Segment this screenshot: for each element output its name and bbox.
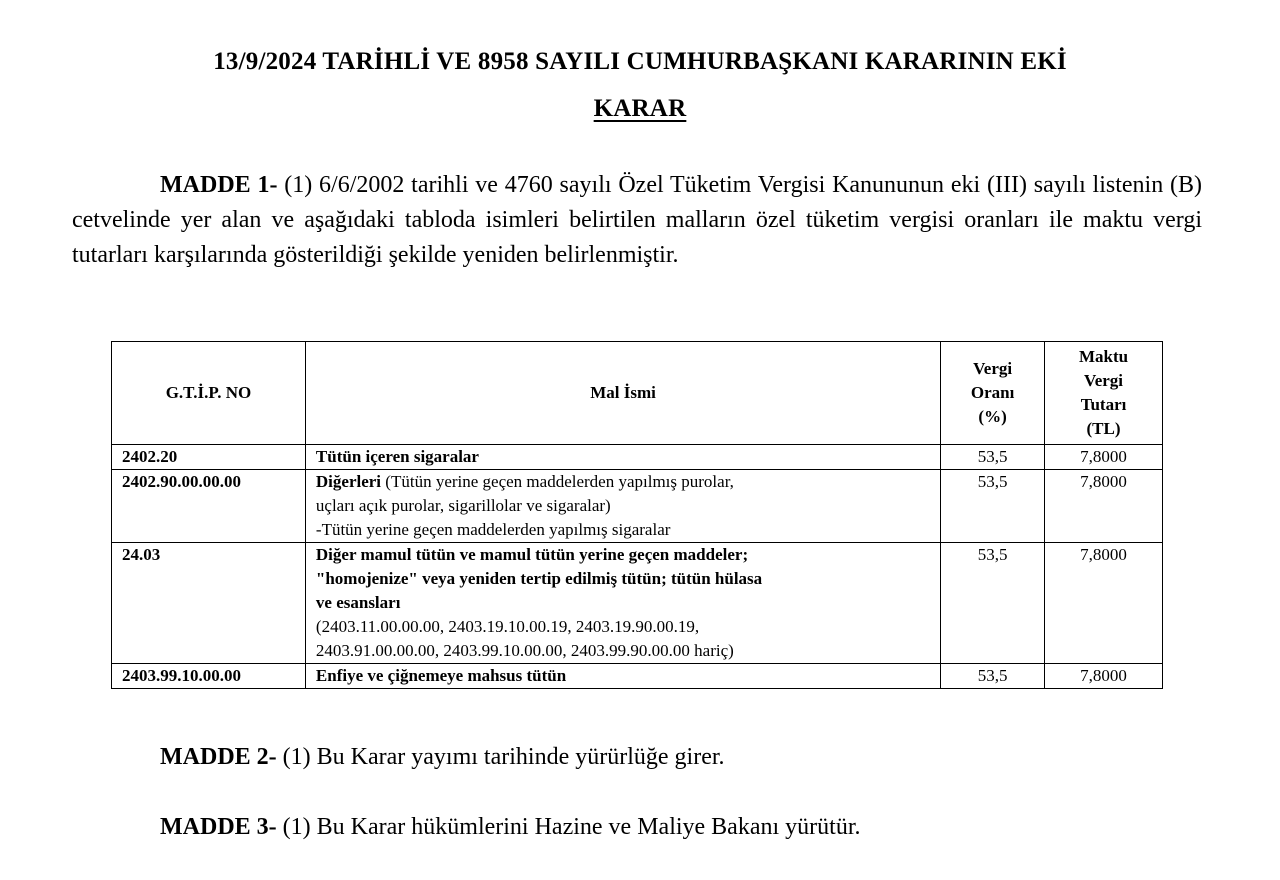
row-4-name: [305, 664, 940, 689]
table-row: [112, 445, 1163, 470]
row-2-name-line-3: -Tütün yerine geçen maddelerden yapılmış sigaralar: [315, 520, 671, 539]
article-1-paragraph: [72, 168, 1202, 273]
header-maktu-vergi-tutari: [1045, 342, 1163, 445]
article-2-paragraph: [160, 740, 1160, 775]
table-row: [112, 470, 1163, 543]
row-4-name-bold: Enfiye ve çiğnemeye mahsus tütün: [315, 666, 567, 685]
row-2-name-line-1: (Tütün yerine geçen maddelerden yapılmış purolar,: [381, 472, 734, 491]
row-3-gtip: 24.03: [112, 543, 306, 664]
row-1-gtip: 2402.20: [112, 445, 306, 470]
row-2-name-bold: Diğerleri: [315, 472, 382, 491]
row-3-tutar: 7,8000: [1045, 543, 1163, 664]
row-4-gtip: 2403.99.10.00.00: [112, 664, 306, 689]
row-2-gtip: 2402.90.00.00.00: [112, 470, 306, 543]
header-tutar-line-4: (TL): [1086, 419, 1121, 438]
row-2-name: [305, 470, 940, 543]
article-2-text: (1) Bu Karar yayımı tarihinde yürürlüğe girer.: [276, 744, 725, 770]
header-tutar-line-1: Maktu: [1078, 347, 1129, 366]
document-title: 13/9/2024 TARİHLİ VE 8958 SAYILI CUMHURBAŞKANI KARARININ EKİ: [213, 48, 1067, 75]
row-1-tutar: 7,8000: [1045, 445, 1163, 470]
row-1-name: [305, 445, 940, 470]
row-4-tutar: 7,8000: [1045, 664, 1163, 689]
header-tutar-line-2: Vergi: [1084, 371, 1124, 390]
document-subtitle: [0, 95, 1280, 123]
table-header-row: [112, 342, 1163, 445]
row-1-name-bold: Tütün içeren sigaralar: [315, 447, 479, 466]
karar-heading: KARAR: [593, 95, 687, 122]
header-gtip: G.T.İ.P. NO: [112, 342, 306, 445]
header-oran-line-3: (%): [978, 407, 1007, 426]
article-3-lead: MADDE 3-: [160, 814, 277, 840]
row-1-oran: 53,5: [941, 445, 1045, 470]
article-1-text: (1) 6/6/2002 tarihli ve 4760 sayılı Özel Tüketim Vergisi Kanununun eki (III) sayılı listenin (B) cetvelinde yer alan ve aşağıdaki tabloda isimleri belirtilen malların özel tüketim vergisi oranları ile maktu vergi tutarları karşılarında gösterildiği şekilde yeniden belirlenmiştir.: [72, 172, 1202, 268]
row-3-name-bold-2: "homojenize" veya yeniden tertip edilmiş tütün; tütün hülasa: [315, 569, 763, 588]
tax-rate-table: [111, 341, 1163, 689]
table-row: [112, 543, 1163, 664]
article-2-lead: MADDE 2-: [160, 744, 277, 770]
row-2-name-line-2: uçları açık purolar, sigarillolar ve sigaralar): [315, 496, 611, 515]
row-3-oran: 53,5: [941, 543, 1045, 664]
row-3-name-bold-3: ve esansları: [315, 593, 401, 612]
article-3-paragraph: [160, 810, 1160, 845]
row-3-name-line-2: 2403.91.00.00.00, 2403.99.10.00.00, 2403.99.90.00.00 hariç): [315, 641, 734, 660]
header-vergi-orani: [941, 342, 1045, 445]
header-oran-line-2: Oranı: [970, 383, 1015, 402]
row-2-oran: 53,5: [941, 470, 1045, 543]
row-3-name: [305, 543, 940, 664]
table-row: [112, 664, 1163, 689]
row-3-name-bold-1: Diğer mamul tütün ve mamul tütün yerine geçen maddeler;: [315, 545, 749, 564]
article-1-lead: MADDE 1-: [160, 172, 278, 198]
row-2-tutar: 7,8000: [1045, 470, 1163, 543]
header-mal-ismi: Mal İsmi: [305, 342, 940, 445]
article-3-text: (1) Bu Karar hükümlerini Hazine ve Maliye Bakanı yürütür.: [276, 814, 861, 840]
row-4-oran: 53,5: [941, 664, 1045, 689]
header-oran-line-1: Vergi: [973, 359, 1013, 378]
row-3-name-line-1: (2403.11.00.00.00, 2403.19.10.00.19, 2403.19.90.00.19,: [315, 617, 700, 636]
header-tutar-line-3: Tutarı: [1080, 395, 1127, 414]
